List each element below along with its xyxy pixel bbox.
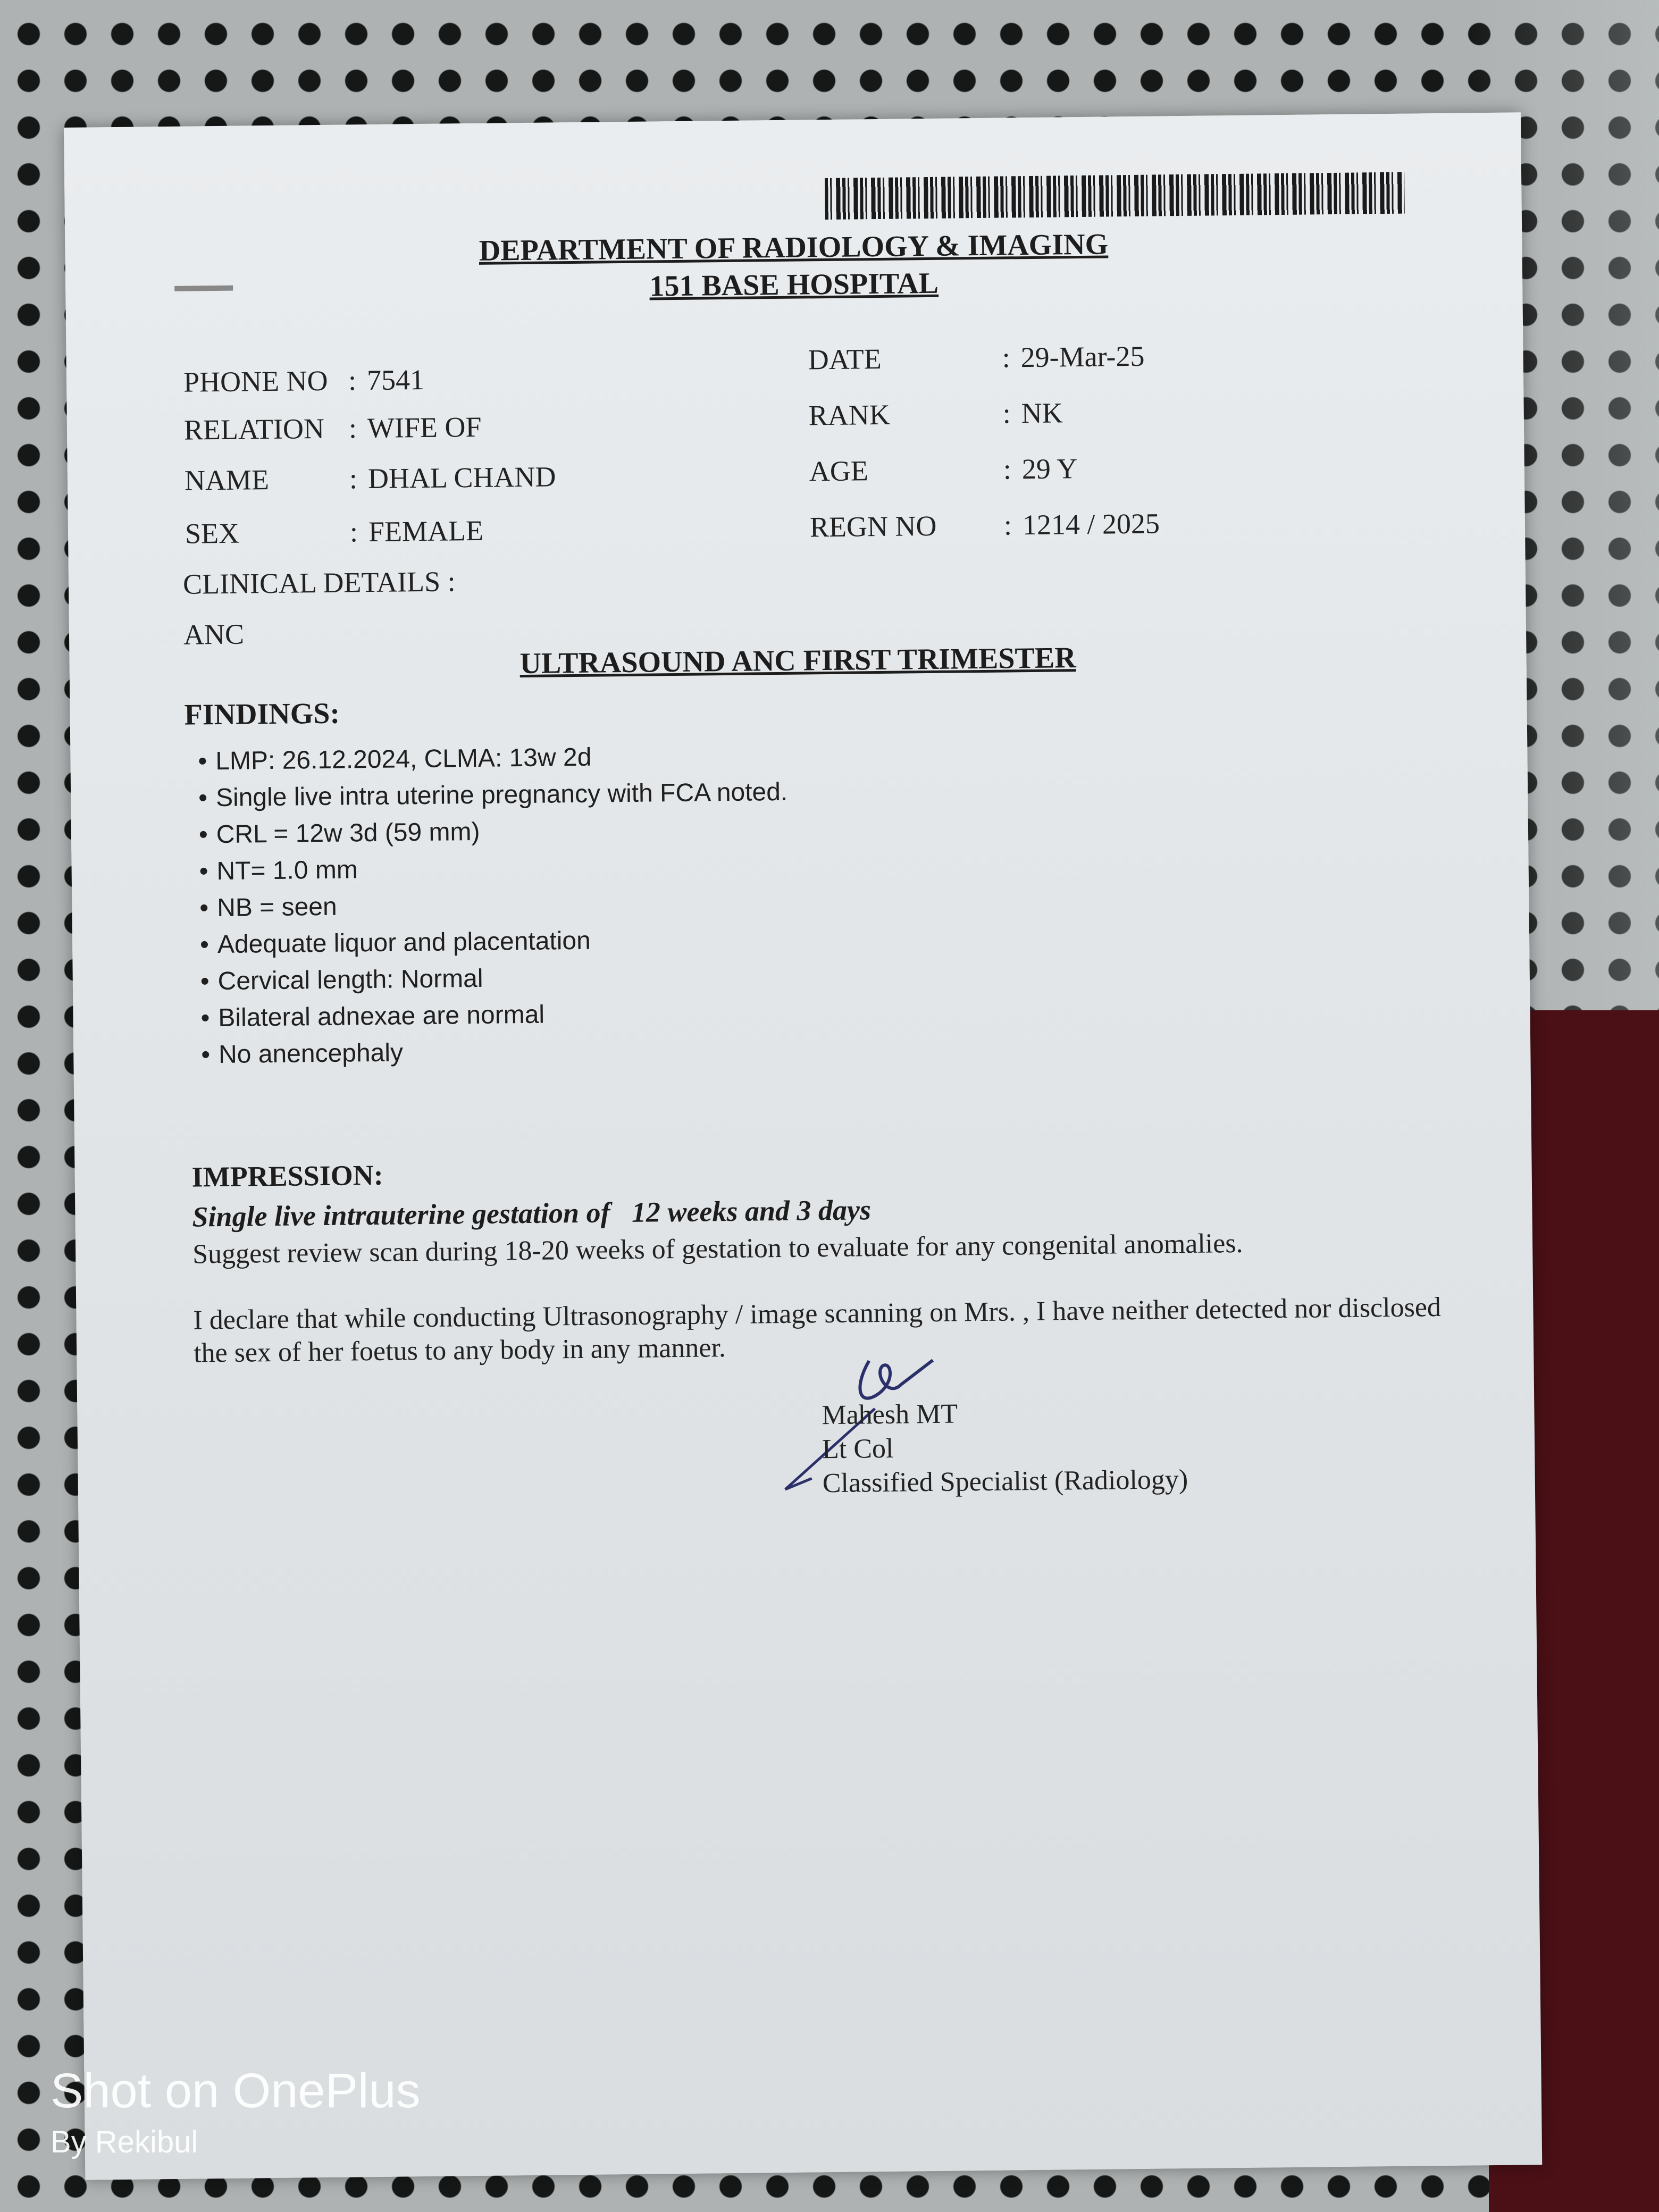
- sex-label: SEX: [185, 517, 240, 550]
- hospital-title: 151 BASE HOSPITAL: [649, 266, 939, 303]
- date-value: 29-Mar-25: [1020, 340, 1145, 374]
- impression-line-1: Single live intrauterine gestation of 12 weeks and 3 days: [192, 1194, 872, 1233]
- signatory-rank: Lt Col: [822, 1433, 894, 1465]
- report-sheet: [64, 112, 1542, 2180]
- regn-value: 1214 / 2025: [1022, 507, 1160, 541]
- colon: :: [349, 516, 358, 548]
- barcode-icon: [825, 172, 1405, 220]
- phone-value: 7541: [366, 363, 425, 397]
- signatory-name: Mahesh MT: [822, 1398, 958, 1431]
- signatory-block: [822, 1395, 1188, 1501]
- clinical-details-value: ANC: [183, 618, 245, 651]
- exam-title: ULTRASOUND ANC FIRST TRIMESTER: [520, 641, 1076, 681]
- name-value: DHAL CHAND: [367, 460, 556, 495]
- watermark-line-2: By Rekibul: [51, 2125, 198, 2159]
- declaration: I declare that while conducting Ultrasonography / image scanning on Mrs. , I have neither detected nor disclosed the sex of her foetus to any body in any manner.: [193, 1292, 1442, 1369]
- findings-list: [198, 737, 791, 1074]
- relation-value: WIFE OF: [367, 410, 482, 445]
- finding-item: • Cervical length: Normal: [200, 957, 790, 1000]
- rank-label: RANK: [808, 398, 891, 432]
- regn-label: REGN NO: [809, 509, 937, 543]
- camera-watermark: [51, 2063, 421, 2160]
- colon: :: [349, 463, 358, 495]
- impression-heading: IMPRESSION:: [191, 1159, 384, 1193]
- report-header: [65, 221, 1522, 311]
- colon: :: [1003, 453, 1012, 485]
- finding-item: • LMP: 26.12.2024, CLMA: 13w 2d: [198, 737, 787, 780]
- age-label: AGE: [809, 455, 869, 488]
- colon: :: [348, 412, 357, 445]
- colon: :: [1003, 509, 1012, 541]
- finding-item: • No anencephaly: [201, 1030, 791, 1074]
- finding-item: • NB = seen: [199, 884, 789, 927]
- findings-heading: FINDINGS:: [184, 697, 340, 732]
- rank-value: NK: [1021, 397, 1063, 430]
- finding-item: • Single live intra uterine pregnancy with FCA noted.: [198, 774, 788, 817]
- clinical-details-label: CLINICAL DETAILS :: [182, 565, 456, 600]
- age-value: 29 Y: [1021, 453, 1078, 485]
- impression-line-2: Suggest review scan during 18-20 weeks of gestation to evaluate for any congenital anomalies.: [192, 1228, 1243, 1270]
- watermark-line-1: Shot on OnePlus: [51, 2064, 421, 2118]
- name-label: NAME: [184, 463, 270, 497]
- finding-item: • Bilateral adnexae are normal: [200, 994, 790, 1037]
- date-label: DATE: [808, 342, 882, 376]
- colon: :: [1002, 341, 1010, 374]
- finding-item: • NT= 1.0 mm: [199, 847, 789, 890]
- sex-value: FEMALE: [368, 514, 484, 548]
- department-title: DEPARTMENT OF RADIOLOGY & IMAGING: [479, 228, 1109, 267]
- finding-item: • Adequate liquor and placentation: [200, 920, 790, 963]
- phone-label: PHONE NO: [183, 364, 328, 398]
- colon: :: [348, 364, 357, 397]
- finding-item: • CRL = 12w 3d (59 mm): [199, 810, 789, 853]
- colon: :: [1002, 397, 1011, 430]
- relation-label: RELATION: [183, 412, 325, 446]
- signatory-title: Classified Specialist (Radiology): [822, 1464, 1188, 1499]
